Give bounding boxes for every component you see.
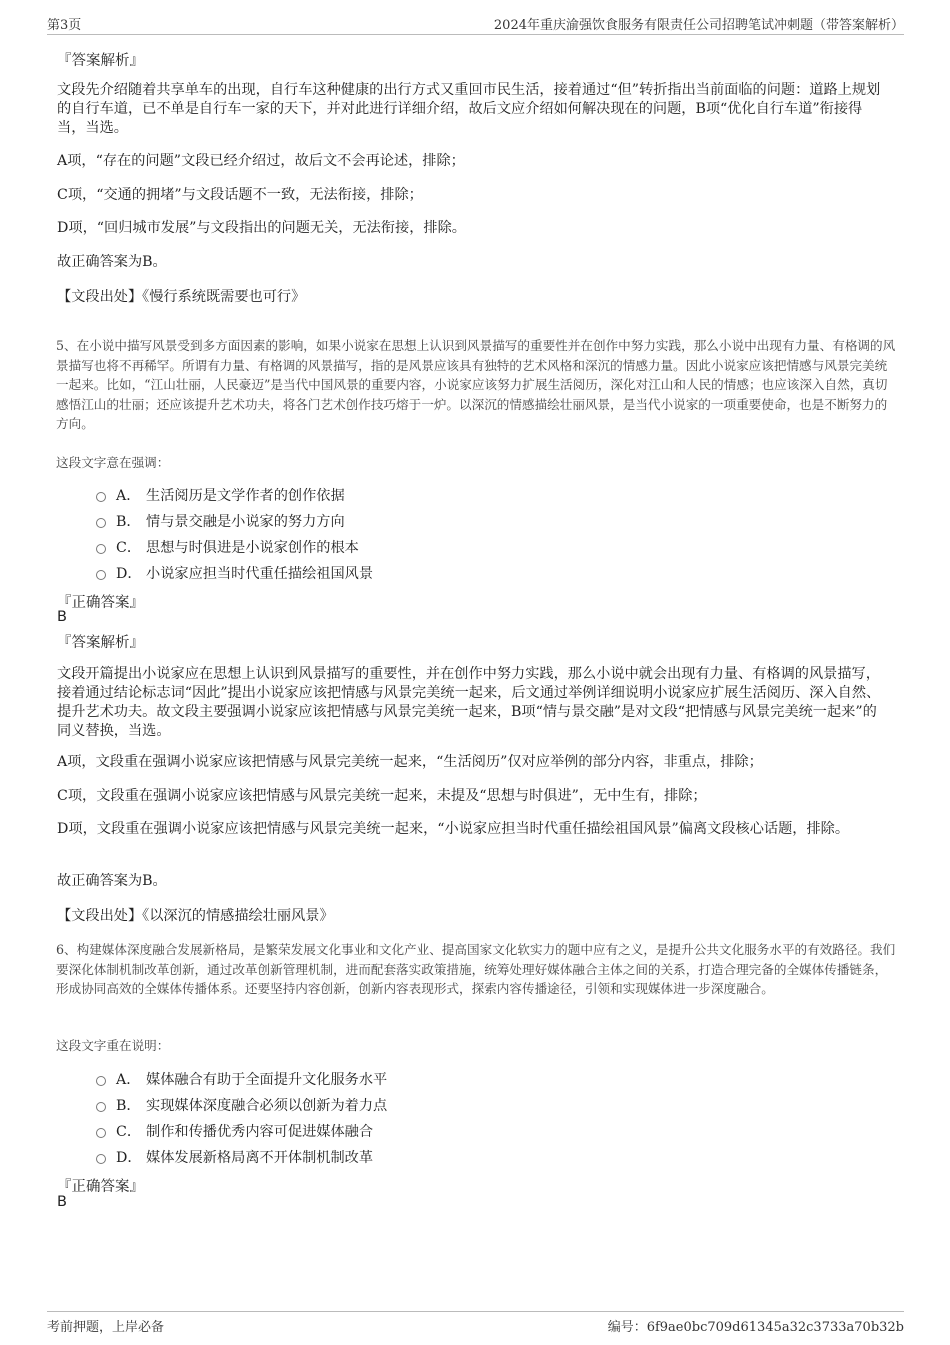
q5-answer-label: 『正确答案』 [57, 595, 144, 611]
q5-analysis-label: 『答案解析』 [57, 635, 144, 651]
document-id: 编号：6f9ae0bc709d61345a32c3733a70b32b [607, 1320, 904, 1335]
q4-option-c-analysis: C项，“交通的拥堵”与文段话题不一致，无法衔接，排除； [57, 187, 423, 203]
q5-answer: B [57, 609, 67, 625]
radio-icon[interactable] [96, 570, 106, 580]
option-text: 媒体发展新格局离不开体制机制改革 [146, 1150, 374, 1166]
q5-prompt: 这段文字意在强调： [56, 455, 170, 470]
radio-icon[interactable] [96, 1076, 106, 1086]
radio-icon[interactable] [96, 544, 106, 554]
q5-analysis: 文段开篇提出小说家应在思想上认识到风景描写的重要性，并在创作中努力实践，那么小说中就会出现有力量、有格调的风景描写，接着通过结论标志词“因此”提出小说家应该把情感与风景完美统一起来，后文通过举例详细说明小说家应扩展生活阅历、深入自然、提升艺术功夫。故文段主要强调小说家应该把情感与风景完美统一起来，B项“情与景交融”是对文段“把情感与风景完美统一起来”的同义替换，当选。 [57, 666, 881, 739]
option-key: A． [116, 1072, 141, 1088]
q5-option-d[interactable] [96, 563, 373, 583]
option-text: 实现媒体深度融合必须以创新为着力点 [146, 1098, 388, 1114]
q6-answer: B [57, 1194, 67, 1210]
option-text: 生活阅历是文学作者的创作依据 [146, 488, 345, 504]
q5-option-c[interactable] [96, 537, 359, 557]
q4-analysis: 文段先介绍随着共享单车的出现，自行车这种健康的出行方式又重回市民生活，接着通过“但”转折指出当前面临的问题：道路上规划的自行车道，已不单是自行车一家的天下，并对此进行详细介绍，故后文应介绍如何解决现在的问题，B项“优化自行车道”衔接得当，当选。 [57, 82, 881, 136]
q5-question: 5、在小说中描写风景受到多方面因素的影响，如果小说家在思想上认识到风景描写的重要性并在创作中努力实践，那么小说中出现有力量、有格调的风景描写也将不再稀罕。所谓有力量、有格调的风景描写，指的是风景应该具有独特的艺术风格和深沉的情感力量。因此小说家应该把情感与风景完美统一起来。比如，“江山壮丽，人民豪迈”是当代中国风景的重要内容，小说家应该努力扩展生活阅历，深化对江山和人民的情感；也应该深入自然，真切感悟江山的壮丽；还应该提升艺术功夫，将各门艺术创作技巧熔于一炉。以深沉的情感描绘壮丽风景，是当代小说家的一项重要使命，也是不断努力的方向。 [56, 338, 896, 431]
radio-icon[interactable] [96, 1102, 106, 1112]
q5-option-a[interactable] [96, 485, 345, 505]
q5-source: 【文段出处】《以深沉的情感描绘壮丽风景》 [57, 908, 334, 924]
q6-option-b[interactable] [96, 1095, 387, 1115]
option-key: A． [116, 488, 141, 504]
option-text: 情与景交融是小说家的努力方向 [146, 514, 345, 530]
document-title: 2024年重庆渝强饮食服务有限责任公司招聘笔试冲刺题（带答案解析） [493, 18, 904, 33]
q6-option-c[interactable] [96, 1121, 373, 1141]
q5-option-d-analysis: D项，文段重在强调小说家应该把情感与风景完美统一起来，“小说家应担当时代重任描绘祖国风景”偏离文段核心话题，排除。 [57, 821, 850, 837]
q6-option-d[interactable] [96, 1147, 373, 1167]
option-key: C． [116, 540, 142, 556]
q4-option-a-analysis: A项，“存在的问题”文段已经介绍过，故后文不会再论述，排除； [57, 153, 465, 169]
radio-icon[interactable] [96, 518, 106, 528]
footer-slogan: 考前押题，上岸必备 [47, 1320, 165, 1335]
option-text: 媒体融合有助于全面提升文化服务水平 [146, 1072, 388, 1088]
option-key: C． [116, 1124, 142, 1140]
option-key: B． [116, 1098, 141, 1114]
q5-option-b[interactable] [96, 511, 345, 531]
option-key: B． [116, 514, 141, 530]
q4-conclusion: 故正确答案为B。 [57, 254, 167, 270]
q5-option-c-analysis: C项，文段重在强调小说家应该把情感与风景完美统一起来，未提及“思想与时俱进”，无中生有，排除； [57, 788, 707, 804]
q4-analysis-label: 『答案解析』 [57, 53, 144, 69]
q6-answer-label: 『正确答案』 [57, 1179, 144, 1195]
page-number: 第3页 [47, 18, 82, 33]
q6-prompt: 这段文字重在说明： [56, 1038, 170, 1053]
page-header [47, 14, 904, 35]
q6-option-a[interactable] [96, 1069, 387, 1089]
option-key: D． [116, 1150, 142, 1166]
radio-icon[interactable] [96, 492, 106, 502]
option-text: 制作和传播优秀内容可促进媒体融合 [146, 1124, 374, 1140]
q5-option-a-analysis: A项，文段重在强调小说家应该把情感与风景完美统一起来，“生活阅历”仅对应举例的部分内容，非重点，排除； [57, 754, 763, 770]
q4-option-d-analysis: D项，“回归城市发展”与文段指出的问题无关，无法衔接，排除。 [57, 220, 466, 236]
page-footer [47, 1311, 904, 1336]
radio-icon[interactable] [96, 1128, 106, 1138]
option-text: 小说家应担当时代重任描绘祖国风景 [146, 566, 374, 582]
q6-question: 6、构建媒体深度融合发展新格局，是繁荣发展文化事业和文化产业、提高国家文化软实力的题中应有之义，是提升公共文化服务水平的有效路径。我们要深化体制机制改革创新，通过改革创新管理机制，进而配套落实政策措施，统筹处理好媒体融合主体之间的关系，打造合理完备的全媒体传播链条，形成协同高效的全媒体传播体系。还要坚持内容创新，创新内容表现形式，探索内容传播途径，引领和实现媒体进一步深度融合。 [56, 942, 896, 996]
radio-icon[interactable] [96, 1154, 106, 1164]
q4-source: 【文段出处】《慢行系统既需要也可行》 [57, 289, 306, 305]
option-text: 思想与时俱进是小说家创作的根本 [146, 540, 359, 556]
q5-conclusion: 故正确答案为B。 [57, 873, 167, 889]
option-key: D． [116, 566, 142, 582]
